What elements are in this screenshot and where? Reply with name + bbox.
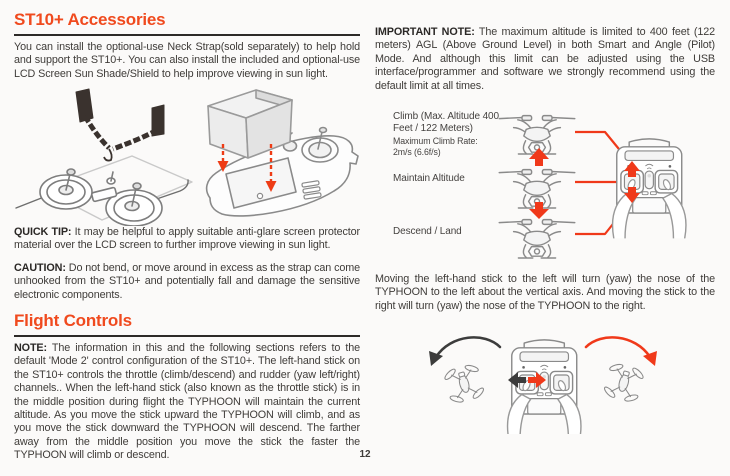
important-note-text: The maximum altitude is limited to 400 feet (122 meters) AGL (Above Ground Level) in both Smart and Angle (Pilot) Mode. And although this limit can be adjusted using the USB interface/programmer and software we strongly recommend using the default limit at all times. [375, 26, 715, 92]
drone-descend-icon [499, 220, 575, 258]
note-text: The information in this and the following sections refers to the default 'Mode 2' control configuration of the ST10+. The left-hand stick on the ST10+ controls the throttle (climb/descend) and rudder (yaw left/right) channels.. When the left-hand stick (also known as the throttle stick) is in the middle position during flight the TYPHOON will maintain the current altitude. As you move the stick upward the TYPHOON will climb, and as you move the stick downward the TYPHOON will descend. The farther away from the middle position you move the stick the faster the TYPHOON will climb or descend. [14, 342, 360, 462]
st10-controller-yaw-icon [508, 340, 581, 434]
drone-climb-icon [499, 116, 575, 154]
yaw-right-curved-arrow-icon [586, 337, 657, 366]
altitude-diagram [488, 106, 718, 264]
quick-tip-paragraph [14, 226, 360, 253]
st10-controller-front-icon [613, 139, 686, 239]
climb-rate-label: Maximum Climb Rate: [393, 136, 478, 146]
section-title-flight-controls: Flight Controls [14, 311, 360, 337]
yaw-diagram [423, 330, 663, 434]
caution-label: CAUTION: [14, 262, 66, 274]
caution-text: Do not bend, or move around in excess as the strap can come unhooked from the ST10+ and potentially fall and damage the sensitive electronic components. [14, 262, 360, 301]
drone-yaw-left-icon [442, 361, 487, 406]
caution-paragraph [14, 262, 360, 302]
strap-dark-parts [76, 89, 164, 161]
accessories-intro-paragraph [14, 41, 360, 81]
accessories-intro-text: You can install the optional-use Neck Strap(sold separately) to help hold and support the ST10+. You can also install the included and optional-use LCD Screen Sun Shade/Shield to help improve viewing in sun light. [14, 41, 360, 80]
page-number: 12 [359, 449, 371, 460]
climb-label: Climb (Max. Altitude 400 Feet / 122 Meters) [393, 111, 499, 134]
quick-tip-label: QUICK TIP: [14, 226, 72, 238]
yaw-text: Moving the left-hand stick to the left will turn (yaw) the nose of the TYPHOON to the left about the vertical axis. And moving the stick to the right will turn (yaw) the nose of the TYPHOON to the right. [375, 273, 715, 312]
yaw-left-curved-arrow-icon [429, 337, 500, 366]
flight-controls-note-paragraph [14, 342, 360, 463]
drone-yaw-right-icon [601, 360, 646, 405]
yaw-paragraph [375, 273, 715, 313]
important-note-paragraph [375, 26, 715, 93]
climb-rate-value: 2m/s (6.6f/s) [393, 146, 441, 157]
note-label: NOTE: [14, 342, 47, 354]
maintain-altitude-label: Maintain Altitude [393, 173, 465, 184]
sun-shade-install-illustration [198, 86, 360, 228]
descend-land-label: Descend / Land [393, 226, 462, 237]
important-note-label: IMPORTANT NOTE: [375, 26, 475, 38]
neck-strap-illustration [14, 86, 199, 226]
quick-tip-text: It may be helpful to apply suitable anti-glare screen protector material over the LCD screen to further improve viewing in sun light. [14, 226, 360, 252]
section-title-st10-accessories: ST10+ Accessories [14, 10, 360, 36]
